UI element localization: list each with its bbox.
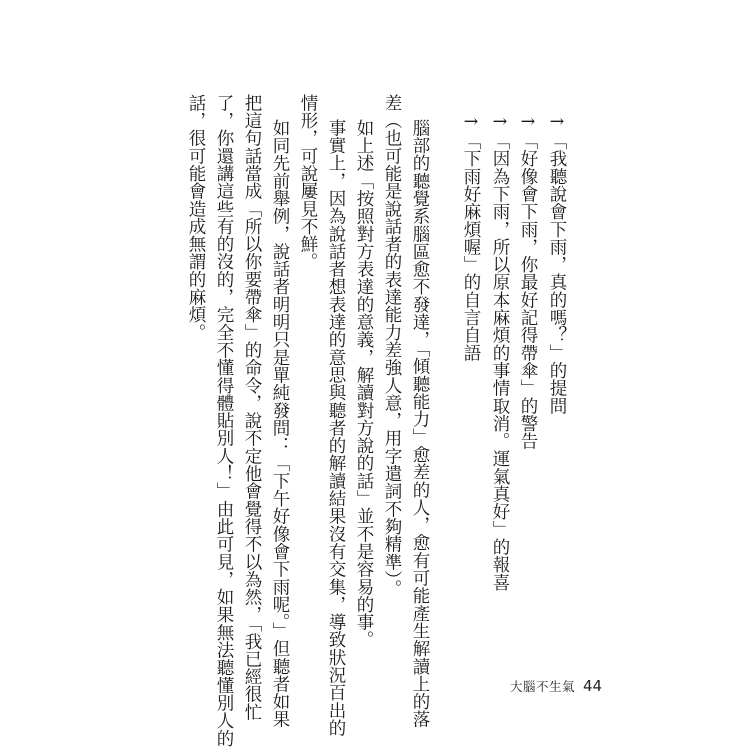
book-title: 大腦不生氣 xyxy=(510,679,576,694)
text-column-12: 了，你還講這些有的沒的，完全不懂得體貼別人！」由此可見，如果無法聽懂別人的 xyxy=(214,94,234,748)
text-column-2: →「好像會下雨，你最好記得帶傘」的警告 xyxy=(518,112,538,450)
text-column-1: →「我聽說會下雨，真的嗎？」的提問 xyxy=(547,112,567,415)
text-column-3: →「因為下雨，所以原本麻煩的事情取消。運氣真好」的報喜 xyxy=(490,112,510,592)
text-column-7: 如上述「按照對方表達的意義，解讀對方說的話」並不是容易的事。 xyxy=(354,119,374,649)
text-column-8: 事實上，因為說話者想表達的意思與聽者的解讀結果沒有交集，導致狀況百出的 xyxy=(326,119,346,737)
text-column-11: 把這句話當成「所以你要帶傘」的命令，說不定他會覺得不以為然，「我已經很忙 xyxy=(242,94,262,721)
text-column-13: 話，很可能會造成無謂的麻煩。 xyxy=(186,94,206,342)
text-column-4: →「下雨好麻煩喔」的自言自語 xyxy=(461,112,481,362)
text-column-9: 情形，可說屢見不鮮。 xyxy=(298,94,318,271)
page-number: 44 xyxy=(583,677,603,695)
text-column-10: 如同先前舉例，說話者明明只是單純發問：「下午好像會下雨呢。」但聽者如果 xyxy=(270,119,290,728)
page-footer xyxy=(510,676,602,695)
text-column-5: 腦部的聽覺系腦區愈不發達，「傾聽能力」愈差的人，愈有可能產生解讀上的落 xyxy=(410,119,430,728)
text-column-6: 差（也可能是說話者的表達能力差強人意，用字遣詞不夠精準）。 xyxy=(382,94,402,598)
